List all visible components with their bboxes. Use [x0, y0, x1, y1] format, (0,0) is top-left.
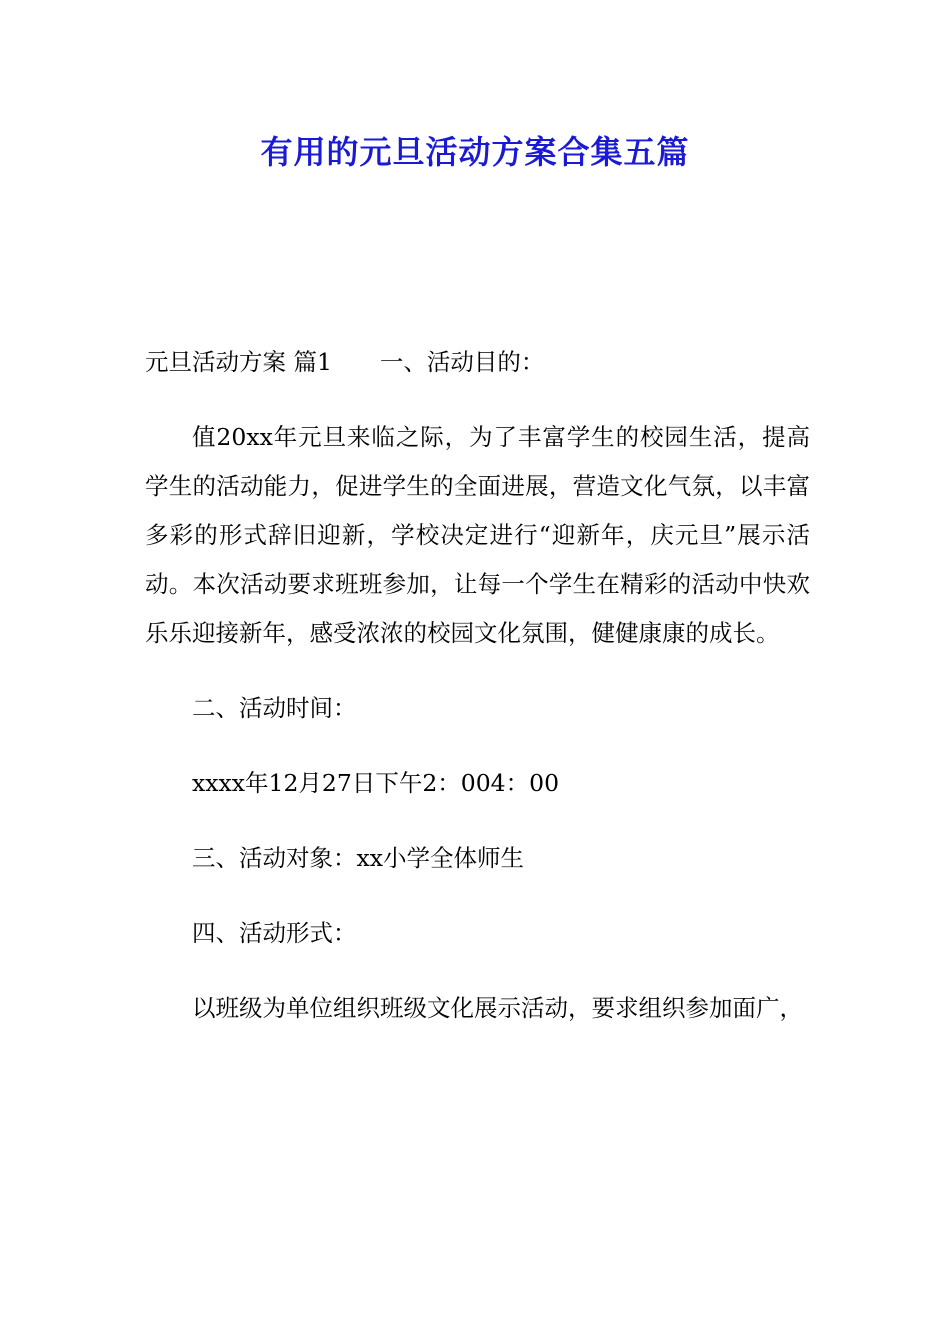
article-heading: 元旦活动方案 篇1 — [145, 348, 332, 376]
document-body — [145, 338, 810, 1059]
paragraph-purpose: 值20xx年元旦来临之际，为了丰富学生的校园生活，提高学生的活动能力，促进学生的全面进展，营造文化气氛，以丰富多彩的形式辞旧迎新，学校决定进行“迎新年，庆元旦”展示活动。本次活动要求班班参加，让每一个学生在精彩的活动中快欢乐乐迎接新年，感受浓浓的校园文化氛围，健健康康的成长。 — [145, 423, 810, 647]
section-heading-line — [145, 338, 810, 387]
document-title: 有用的元旦活动方案合集五篇 — [260, 133, 690, 171]
section-1-heading: 一、活动目的： — [379, 348, 545, 376]
event-time: xxxx年12月27日下午2：004：00 — [192, 769, 560, 797]
section-4-heading: 四、活动形式： — [192, 919, 357, 947]
section-3-heading: 三、活动对象：xx小学全体师生 — [192, 844, 525, 872]
paragraph-format: 以班级为单位组织班级文化展示活动，要求组织参加面广， — [192, 994, 803, 1022]
section-2-heading: 二、活动时间： — [192, 694, 357, 722]
